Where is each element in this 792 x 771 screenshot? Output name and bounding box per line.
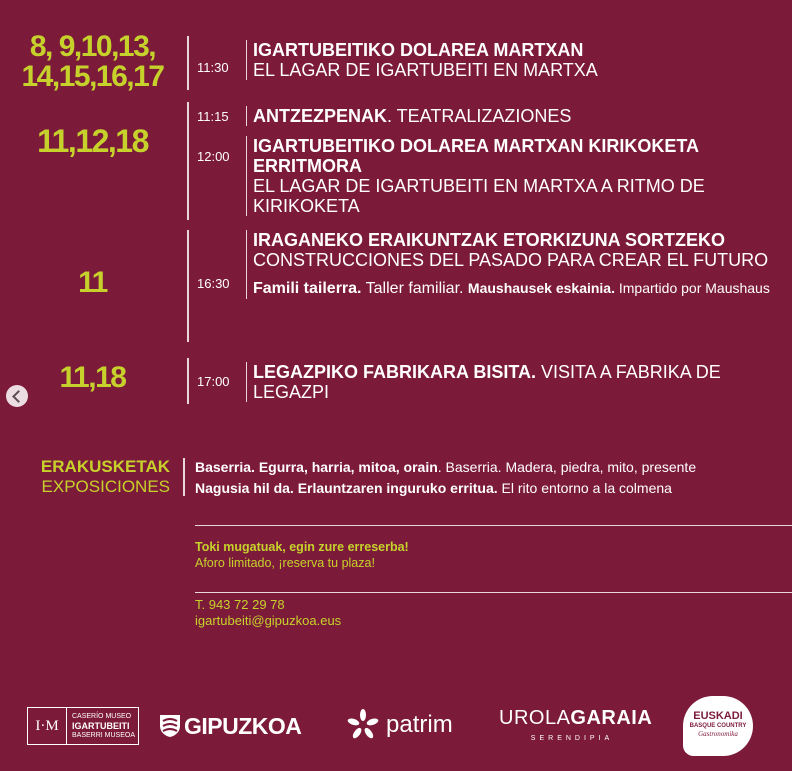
event-time: 11:30 [197, 60, 229, 75]
euskadi-logo [683, 696, 753, 756]
divider [187, 102, 189, 220]
gipuzkoa-shield-icon [159, 714, 181, 738]
extra-normal-2: Impartido por Maushaus [614, 280, 770, 296]
museum-text [67, 712, 135, 740]
reserve-line-es: Aforo limitado, ¡reserva tu plaza! [195, 556, 375, 570]
event-entry [246, 230, 786, 299]
event-subtitle: VISITA A FABRIKA DE LEGAZPI [253, 362, 721, 402]
exhibitions-label-es: EXPOSICIONES [41, 477, 170, 496]
contact-block [195, 597, 341, 629]
separator [195, 592, 792, 593]
urola-text [499, 706, 653, 730]
divider [187, 36, 189, 90]
patrim-text: patrim [386, 711, 453, 738]
event-time: 12:00 [197, 149, 230, 164]
extra-normal: Taller familiar. [361, 280, 468, 297]
event-time: 16:30 [197, 276, 230, 291]
event-title: IGARTUBEITIKO DOLAREA MARTXAN [253, 40, 584, 60]
urola-sub: SERENDIPIA [530, 735, 614, 742]
row-dates [0, 268, 185, 298]
event-entry [246, 40, 786, 80]
event-time: 17:00 [197, 374, 230, 389]
euskadi-sub2: Gastronomika [698, 730, 738, 738]
exhibition-item [195, 457, 792, 478]
museum-line: IGARTUBEITI [72, 721, 130, 731]
museum-line: BASERRI MUSEOA [72, 732, 136, 739]
event-subtitle: EL LAGAR DE IGARTUBEITI EN MARTXA [253, 60, 598, 80]
date-line: 11,18 [59, 361, 126, 394]
patrim-star-icon [346, 708, 380, 742]
exhibition-subtitle: El rito entorno a la colmena [497, 480, 672, 496]
event-title: IGARTUBEITIKO DOLAREA MARTXAN KIRIKOKETA ERRITMORA [253, 136, 699, 176]
euskadi-sub1: BASQUE COUNTRY [689, 723, 747, 729]
event-title: ANTZEZPENAK [253, 106, 387, 126]
patrim-logo [346, 707, 453, 743]
reserve-note [195, 539, 409, 571]
exhibitions-list [195, 457, 792, 499]
contact-email[interactable]: igartubeiti@gipuzkoa.eus [195, 613, 342, 628]
event-subtitle: EL LAGAR DE IGARTUBEITI EN MARTXA A RITMO DE KIRIKOKETA [253, 176, 705, 216]
row-dates [0, 32, 185, 92]
gipuzkoa-logo [159, 713, 301, 739]
event-entry [246, 362, 786, 402]
exhibition-subtitle: . Baserria. Madera, piedra, mito, presente [437, 459, 697, 475]
exhibition-title: Nagusia hil da. Erlauntzaren inguruko erritua. [195, 480, 498, 496]
museum-mark: I·M [28, 708, 67, 744]
museum-logo [27, 707, 139, 745]
euskadi-text: EUSKADI [693, 710, 743, 722]
separator [195, 525, 792, 526]
event-entry [246, 136, 786, 216]
date-line: 11,12,18 [37, 123, 148, 159]
exhibition-title: Baserria. Egurra, harria, mitoa, orain [195, 459, 438, 475]
museum-line: CASERÍO MUSEO [72, 713, 132, 720]
divider [187, 358, 189, 404]
exhibitions-label [0, 457, 170, 497]
row-dates [0, 363, 185, 393]
exhibitions-label-eu: ERAKUSKETAK [40, 457, 170, 476]
date-line: 11 [78, 266, 107, 299]
urola-part-a: UROLA [499, 707, 571, 729]
event-extra [253, 278, 786, 299]
gipuzkoa-text: GIPUZKOA [184, 712, 302, 739]
urola-part-b: GARAIA [570, 707, 653, 729]
divider [183, 458, 185, 496]
event-subtitle: . TEATRALIZAZIONES [387, 106, 572, 126]
exhibition-item [195, 478, 792, 499]
extra-bold-2: Maushausek eskainia. [467, 280, 615, 296]
event-title: LEGAZPIKO FABRIKARA BISITA. [253, 362, 536, 382]
urola-logo [499, 706, 653, 742]
date-line: 8, 9,10,13, [29, 30, 156, 63]
contact-phone[interactable]: T. 943 72 29 78 [195, 597, 285, 612]
divider [187, 230, 189, 342]
date-line: 14,15,16,17 [21, 60, 164, 93]
event-time: 11:15 [197, 109, 229, 124]
event-subtitle: CONSTRUCCIONES DEL PASADO PARA CREAR EL FUTURO [253, 250, 769, 270]
event-entry [246, 106, 786, 126]
event-title: IRAGANEKO ERAIKUNTZAK ETORKIZUNA SORTZEKO [253, 230, 725, 250]
row-dates [0, 125, 185, 157]
extra-bold: Famili tailerra. [253, 280, 362, 297]
reserve-line-eu: Toki mugatuak, egin zure erreserba! [195, 540, 409, 554]
